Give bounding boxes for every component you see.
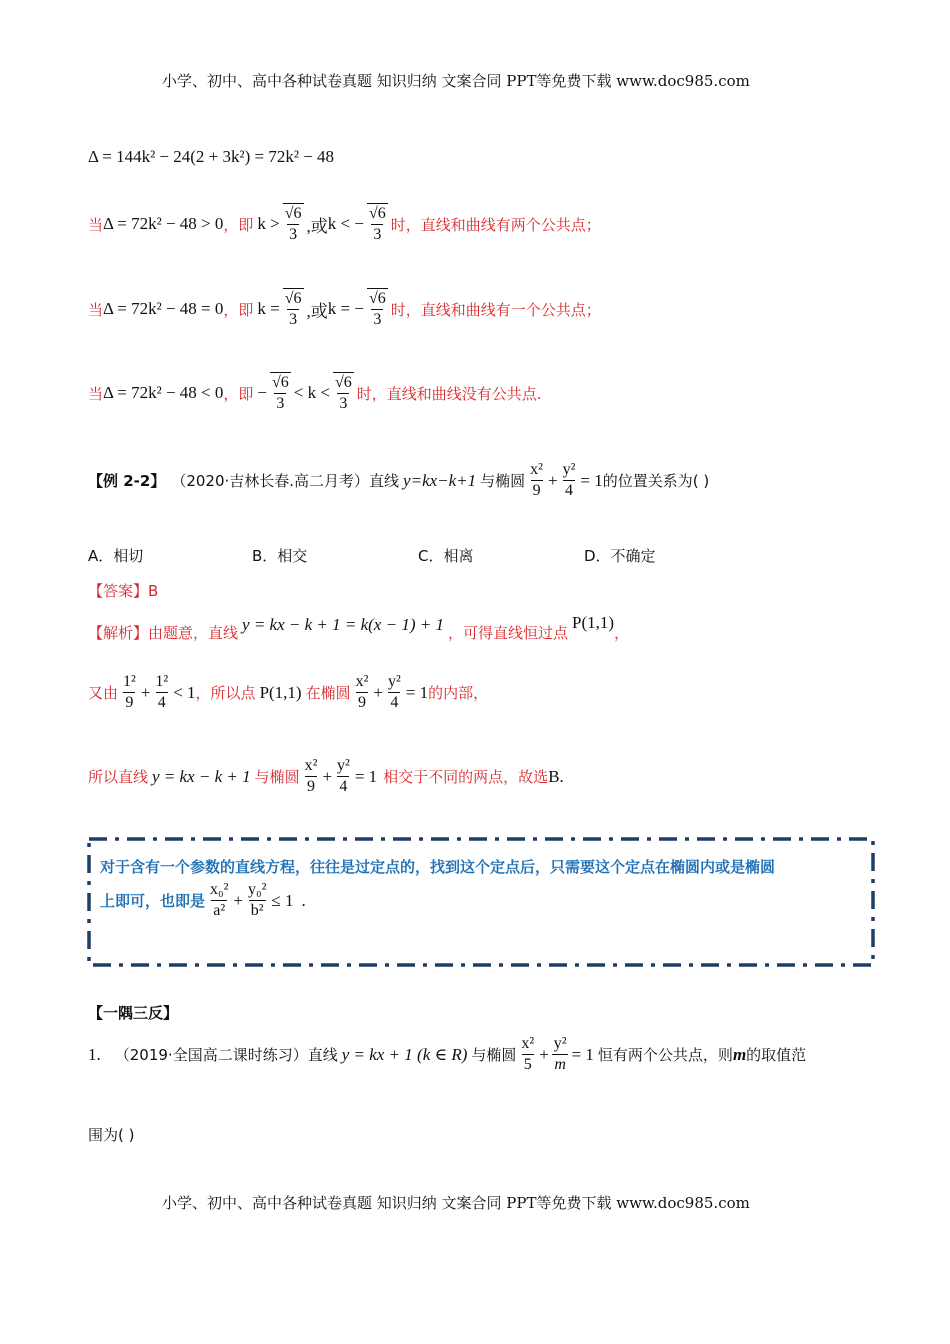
analysis-point: P(1,1) bbox=[571, 612, 615, 632]
case-no-point: 当 Δ = 72k² − 48 < 0 ，即 − $\frac{√6}{3}$ < k < $\frac{√6}{3}$ 时，直线和曲线没有公共点. bbox=[88, 374, 542, 412]
case3-end: 时，直线和曲线没有公共点. bbox=[356, 384, 542, 403]
case1-end: 时，直线和曲线有两个公共点； bbox=[390, 215, 601, 234]
case1-frac1: $\frac{√6}{3}$ bbox=[284, 205, 302, 243]
case1-k1: k > bbox=[257, 214, 280, 233]
tip-line-1: 对于含有一个参数的直线方程，往往是过定点的，找到这个定点后，只需要这个定点在椭圆内或是椭圆 bbox=[100, 858, 776, 876]
case1-cond: Δ = 72k² − 48 > 0 bbox=[103, 214, 224, 233]
case3-mid: < k < bbox=[293, 383, 330, 402]
analysis-line-1: 【解析】 由题意，直线 y = kx − k + 1 = k(x − 1) + 1 ，可得直线恒过点 P(1,1) ， bbox=[88, 612, 630, 642]
delta-equation: Δ = 144k² − 24(2 + 3k²) = 72k² − 48 bbox=[88, 147, 335, 166]
example-end: 的位置关系为( ) bbox=[602, 472, 710, 490]
case3-frac2: $\frac{√6}{3}$ bbox=[334, 374, 352, 412]
case1-prefix: 当 bbox=[88, 215, 104, 234]
case2-ji: ，即 bbox=[223, 300, 254, 319]
case3-cond: Δ = 72k² − 48 < 0 bbox=[103, 383, 224, 402]
question-1-line-2: 围为( ) bbox=[88, 1126, 135, 1144]
case1-or: ,或 bbox=[306, 216, 328, 236]
page-footer: 小学、初中、高中各种试卷真题 知识归纳 文案合同 PPT等免费下载 www.doc985.com bbox=[162, 1194, 750, 1212]
case2-k2: k = − bbox=[327, 299, 364, 318]
answer-line bbox=[88, 580, 158, 601]
case2-k1: k = bbox=[257, 299, 280, 318]
example-tag: 【例 2-2】 bbox=[88, 472, 166, 490]
case1-k2: k < − bbox=[327, 214, 364, 233]
analysis-line-2: 又由 $\frac{\text{1²}}{9}$ + $\frac{\text{1²}}{4}$ < 1 ，所以点 P(1,1) 在椭圆 $\frac{\text{x²}}{9}$ + $\frac{\text{y²}}{4}$ = 1 的内部， bbox=[88, 673, 489, 711]
example-frac-x: $\frac{\text{x²}}{9}$ bbox=[530, 461, 543, 499]
option-a: A．相切 bbox=[88, 547, 144, 565]
option-c: C．相离 bbox=[418, 547, 474, 565]
tip-line-2: 上即可，也即是 $\frac{\text{x₀²}}{\text{a²}}$ + $\frac{\text{y₀²}}{\text{b²}}$ ≤ 1 . bbox=[100, 881, 306, 919]
case-one-point bbox=[88, 288, 601, 330]
question-1: 1. （2019·全国高二课时练习）直线 y = kx + 1 (k ∈ R) 与椭圆 $\frac{\text{x²}}{5}$ + $\frac{\text{y²}}{m}$ = 1 恒有两个公共点，则 m 的取值范 bbox=[88, 1035, 807, 1073]
example-with: 与椭圆 bbox=[480, 472, 526, 490]
example-frac-y: $\frac{\text{y²}}{4}$ bbox=[562, 461, 576, 499]
case2-prefix: 当 bbox=[88, 300, 104, 319]
option-d: D．不确定 bbox=[584, 547, 656, 565]
case-two-points bbox=[88, 203, 601, 245]
section-heading: 【一隅三反】 bbox=[88, 1004, 179, 1022]
analysis-eq1: y = kx − k + 1 = k(x − 1) + 1 bbox=[242, 614, 444, 634]
case1-frac2: $\frac{√6}{3}$ bbox=[368, 205, 386, 243]
page-header: 小学、初中、高中各种试卷真题 知识归纳 文案合同 PPT等免费下载 www.doc985.com bbox=[162, 72, 750, 90]
analysis-line-3: 所以直线 y = kx − k + 1 与椭圆 $\frac{\text{x²}}{9}$ + $\frac{\text{y²}}{4}$ = 1 相交于不同的两点，故选 B. bbox=[88, 757, 564, 795]
case2-end: 时，直线和曲线有一个公共点； bbox=[390, 300, 601, 319]
case1-ji: ，即 bbox=[223, 215, 254, 234]
case2-or: ,或 bbox=[306, 301, 328, 321]
case3-frac1: $\frac{√6}{3}$ bbox=[271, 374, 289, 412]
example-source: （2020·吉林长春.高二月考）直线 bbox=[171, 472, 400, 490]
case2-frac2: $\frac{√6}{3}$ bbox=[368, 290, 386, 328]
case3-prefix: 当 bbox=[88, 384, 104, 403]
case3-ji: ，即 bbox=[223, 384, 254, 403]
case2-frac1: $\frac{√6}{3}$ bbox=[284, 290, 302, 328]
option-b: B．相交 bbox=[252, 547, 308, 565]
example-heading: 【例 2-2】 （2020·吉林长春.高二月考）直线 y=kx−k+1 与椭圆 $\frac{\text{x²}}{9}$ + $\frac{\text{y²}}{4}$ = 1 的位置关系为( ) bbox=[88, 461, 710, 499]
answer-value: B bbox=[148, 582, 159, 600]
answer-label: 【答案】 bbox=[88, 582, 149, 600]
case2-cond: Δ = 72k² − 48 = 0 bbox=[103, 299, 224, 318]
example-line: y=kx−k+1 bbox=[403, 470, 477, 490]
